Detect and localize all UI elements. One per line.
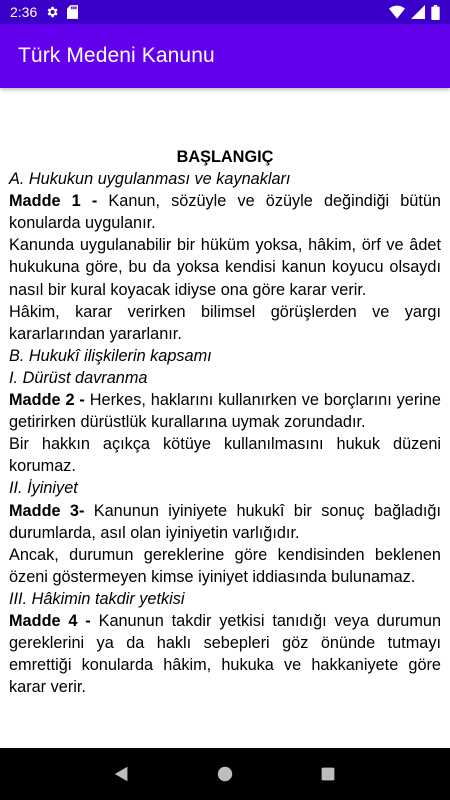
app-title: Türk Medeni Kanunu <box>18 44 215 67</box>
status-time: 2:36 <box>10 4 38 20</box>
sd-card-icon <box>67 5 78 19</box>
status-left-group <box>10 4 78 20</box>
article-paragraph <box>9 389 441 433</box>
subsection-heading: III. Hâkimin takdir yetkisi <box>9 589 185 608</box>
article-paragraph <box>9 500 441 544</box>
body-paragraph: Ancak, durumun gereklerine göre kendisinden beklenen özeni göstermeyen kimse iyiniyet iddiasında bulunamaz. <box>9 545 441 586</box>
article-text: Kanunun takdir yetkisi tanıdığı veya durumun gereklerini ya da haklı sebepleri göz önünde tutmayı emrettiği konularda hâkim, hukuka ve hakkaniyete göre karar verir. <box>9 611 441 697</box>
article-paragraph <box>9 190 441 234</box>
article-label: Madde 2 - <box>9 391 85 410</box>
wifi-icon <box>389 5 405 19</box>
article-label: Madde 1 - <box>9 192 98 211</box>
article-text: Kanun, sözüyle ve özüyle değindiği bütün konularda uygulanır. <box>9 192 441 233</box>
battery-icon <box>431 5 440 20</box>
gear-icon <box>45 5 59 19</box>
recents-icon[interactable] <box>308 754 348 794</box>
body-paragraph: Kanunda uygulanabilir bir hüküm yoksa, hâkim, örf ve âdet hukukuna göre, bu da yoksa kendisi kanun koyucu olsaydı nasıl bir kural koyacak idiyse ona göre karar verir. <box>9 236 441 299</box>
subsection-heading: B. Hukukî ilişkilerin kapsamı <box>9 346 212 365</box>
article-paragraph <box>9 610 441 698</box>
law-text <box>9 88 441 698</box>
navigation-bar <box>0 748 450 800</box>
back-icon[interactable] <box>102 754 142 794</box>
article-label: Madde 3- <box>9 501 85 520</box>
article-text: Kanunun iyiniyete hukukî bir sonuç bağladığı durumlarda, asıl olan iyiniyetin varlığıdır. <box>9 501 441 542</box>
cell-signal-icon <box>411 5 425 19</box>
section-heading: BAŞLANGIÇ <box>176 148 274 166</box>
app-bar <box>0 24 450 88</box>
status-bar <box>0 0 450 24</box>
subsection-heading: II. İyiniyet <box>9 479 78 498</box>
article-text: Herkes, haklarını kullanırken ve borçlarını yerine getirirken dürüstlük kurallarına uymak zorundadır. <box>9 391 441 432</box>
home-icon[interactable] <box>205 754 245 794</box>
subsection-heading: I. Dürüst davranma <box>9 368 148 387</box>
body-paragraph: Bir hakkın açıkça kötüye kullanılmasını hukuk düzeni korumaz. <box>9 435 441 476</box>
subsection-heading: A. Hukukun uygulanması ve kaynakları <box>9 170 291 189</box>
law-text-scroll-area[interactable] <box>0 88 450 748</box>
body-paragraph: Hâkim, karar verirken bilimsel görüşlerden ve yargı kararlarından yararlanır. <box>9 302 441 343</box>
status-right-group <box>389 5 440 20</box>
article-label: Madde 4 - <box>9 611 91 630</box>
